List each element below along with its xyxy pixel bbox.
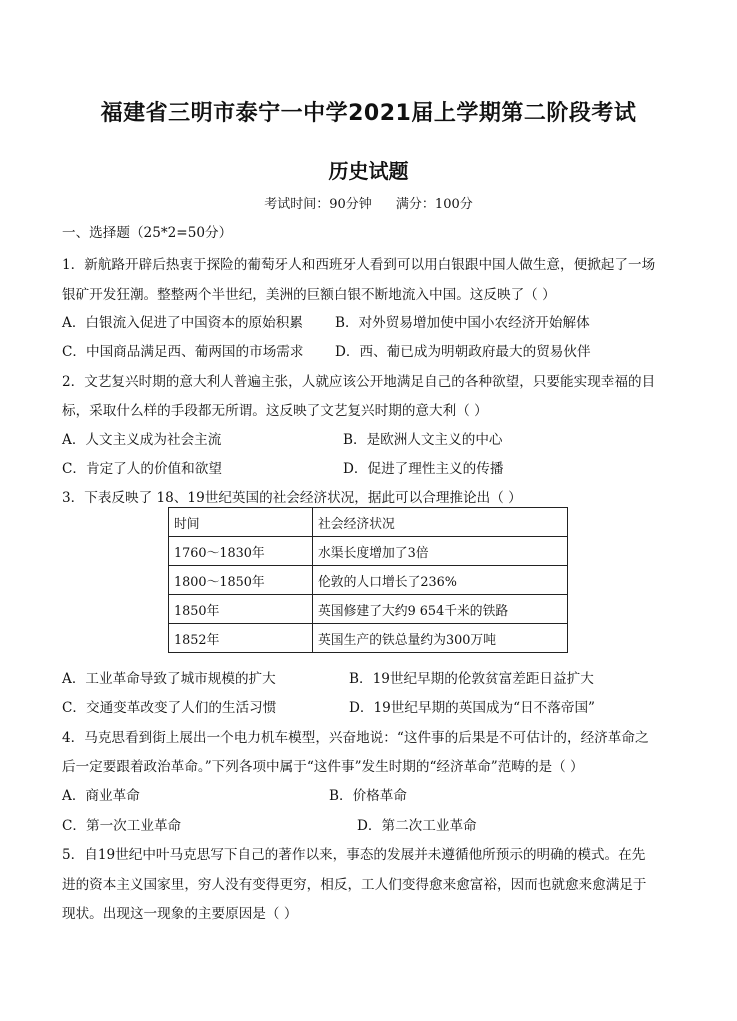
q2-line-2: 标，采取什么样的手段都无所谓。这反映了文艺复兴时期的意大利（ ） (62, 403, 488, 419)
q4-option-c: C．第一次工业革命 (62, 818, 182, 834)
q2-option-d: D．促进了理性主义的传播 (343, 461, 504, 477)
q4-option-d: D．第二次工业革命 (357, 818, 477, 834)
table-header-row (169, 508, 568, 537)
q1-line-2: 银矿开发狂潮。整整两个半世纪，美洲的巨额白银不断地流入中国。这反映了（ ） (62, 287, 556, 303)
exam-title: 福建省三明市泰宁一中学2021届上学期第二阶段考试 (100, 101, 637, 126)
exam-subtitle: 历史试题 (328, 159, 409, 183)
table-row (169, 537, 568, 566)
exam-info (0, 193, 737, 212)
q3-option-b: B．19世纪早期的伦敦贫富差距日益扩大 (349, 671, 594, 687)
q4-line-2: 后一定要跟着政治革命。”下列各项中属于“这件事”发生时期的“经济革命”范畴的是（ ） (62, 759, 584, 775)
table-row (169, 595, 568, 624)
table-cell: 英国修建了大约9 654千米的铁路 (313, 595, 568, 624)
q4-option-b: B．价格革命 (329, 788, 407, 804)
table-cell: 1850年 (169, 595, 313, 624)
q1-option-a: A．白银流入促进了中国资本的原始积累 (62, 315, 303, 331)
q4-line-1: 4．马克思看到街上展出一个电力机车模型，兴奋地说：“这件事的后果是不可估计的，经济革命之 (62, 730, 649, 746)
table-cell: 1852年 (169, 624, 313, 653)
q3-line-1: 3．下表反映了 18、19世纪英国的社会经济状况，据此可以合理推论出（ ） (62, 490, 522, 506)
q1-option-d: D．西、葡已成为明朝政府最大的贸易伙伴 (335, 344, 591, 360)
table-row (169, 624, 568, 653)
table-cell: 水渠长度增加了3倍 (313, 537, 568, 566)
q3-option-c: C．交通变革改变了人们的生活习惯 (62, 700, 277, 716)
q4-option-a: A．商业革命 (62, 788, 140, 804)
q2-option-c: C．肯定了人的价值和欲望 (62, 461, 222, 477)
table-cell: 英国生产的铁总量约为300万吨 (313, 624, 568, 653)
table-row (169, 566, 568, 595)
q3-option-a: A．工业革命导致了城市规模的扩大 (62, 671, 276, 687)
q1-line-1: 1．新航路开辟后热衷于探险的葡萄牙人和西班牙人看到可以用白银跟中国人做生意，便掀起了一场 (62, 257, 656, 273)
q5-line-3: 现状。出现这一现象的主要原因是（ ） (62, 906, 298, 922)
table-cell: 1800～1850年 (169, 566, 313, 595)
q3-option-d: D．19世纪早期的英国成为“日不落帝国” (349, 700, 596, 716)
q3-data-table (168, 507, 568, 653)
table-header-cell: 时间 (169, 508, 313, 537)
exam-time: 考试时间：90分钟 (264, 197, 372, 212)
q1-option-c: C．中国商品满足西、葡两国的市场需求 (62, 344, 304, 360)
q5-line-1: 5．自19世纪中叶马克思写下自己的著作以来，事态的发展并未遵循他所预示的明确的模式。在先 (62, 847, 646, 863)
q2-option-a: A．人文主义成为社会主流 (62, 432, 222, 448)
q5-line-2: 进的资本主义国家里，穷人没有变得更穷，相反，工人们变得愈来愈富裕，因而也就愈来愈满足于 (62, 877, 647, 893)
table-cell: 1760～1830年 (169, 537, 313, 566)
section-heading: 一、选择题（25*2=50分） (62, 225, 233, 241)
q1-option-b: B．对外贸易增加使中国小农经济开始解体 (335, 315, 590, 331)
q2-line-1: 2．文艺复兴时期的意大利人普遍主张，人就应该公开地满足自己的各种欲望，只要能实现幸福的目 (62, 374, 656, 390)
q2-option-b: B．是欧洲人文主义的中心 (343, 432, 503, 448)
exam-score: 满分：100分 (395, 197, 473, 212)
table-cell: 伦敦的人口增长了236% (313, 566, 568, 595)
table-header-cell: 社会经济状况 (313, 508, 568, 537)
